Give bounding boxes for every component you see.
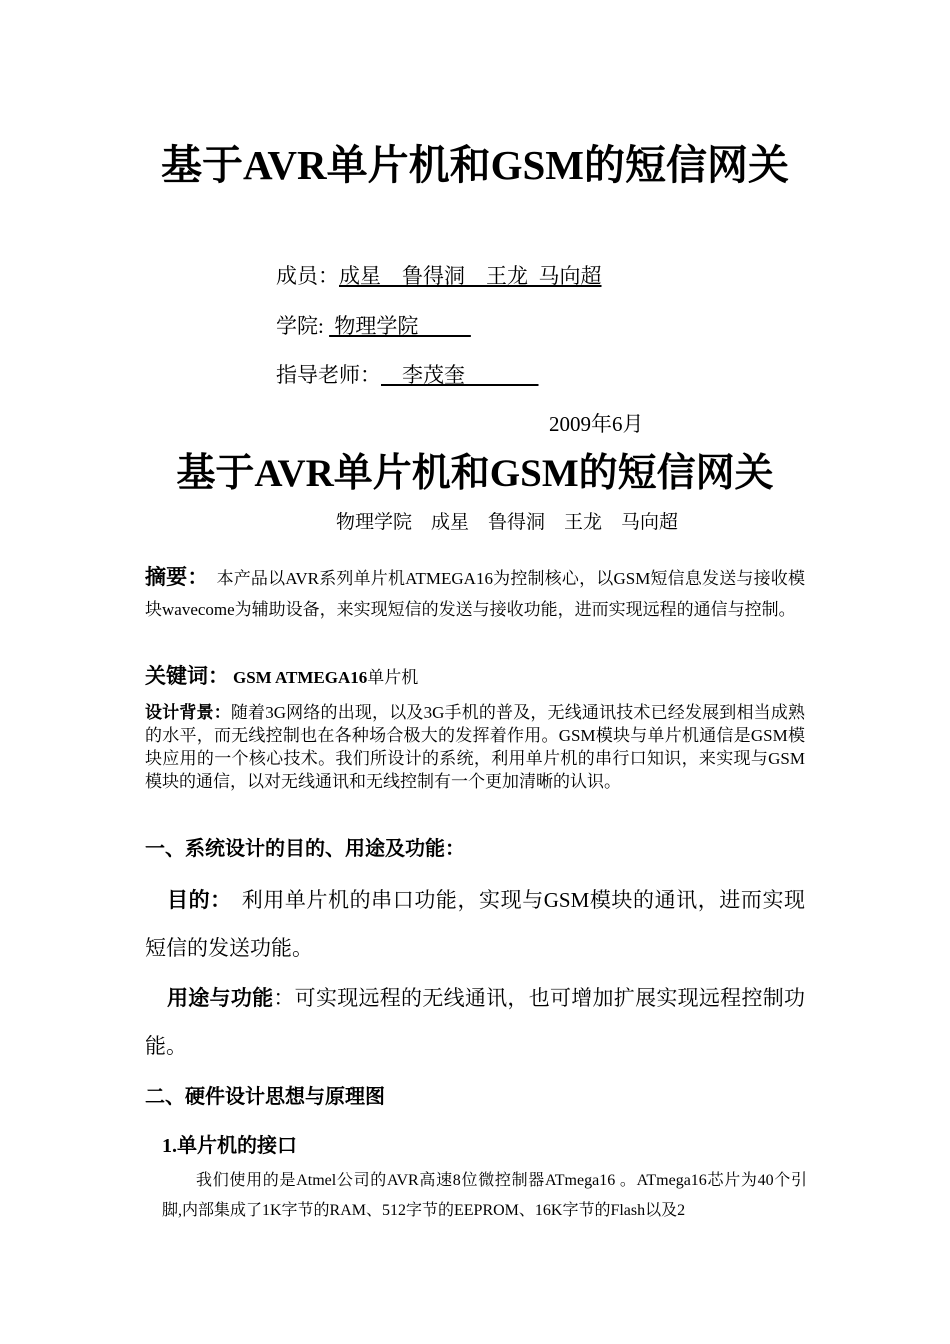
subsection-1-heading: 1.单片机的接口: [162, 1135, 297, 1157]
college-label: 学院:: [276, 314, 330, 338]
section-2-heading: 二、硬件设计思想与原理图: [145, 1086, 385, 1108]
purpose-text: 利用单片机的串口功能，实现与GSM模块的通讯，进而实现短信的发送功能。: [145, 888, 806, 960]
background-text: 随着3G网络的出现，以及3G手机的普及，无线通讯技术已经发展到相当成熟的水平，而无线控制也在各种场合极大的发挥着作用。GSM模块与单片机通信是GSM模块应用的一个核心技术。我们所设计的系统，利用单片机的串行口知识，来实现与GSM模块的通信，以对无线通讯和无线控制有一个更加清晰的认识。: [145, 703, 805, 791]
advisor-row: [276, 361, 539, 389]
design-background: [145, 701, 805, 793]
paper-title: 基于AVR单片机和GSM的短信网关: [176, 452, 774, 495]
cover-date: 2009年6月: [549, 412, 644, 436]
subsection-1-text: 我们使用的是Atmel公司的AVR高速8位微控制器ATmega16 。ATmega16芯片为40个引脚,内部集成了1K字节的RAM、512字节的EEPROM、16K字节的Flash以及2: [162, 1172, 807, 1219]
purpose-paragraph: [145, 876, 805, 972]
abstract-text: 本产品以AVR系列单片机ATMEGA16为控制核心，以GSM短信息发送与接收模块wavecome为辅助设备，来实现短信的发送与接收功能，进而实现远程的通信与控制。: [145, 569, 805, 619]
usage-text: ：可实现远程的无线通讯，也可增加扩展实现远程控制功能。: [145, 986, 806, 1058]
members-value: 成星 鲁得洞 王龙 马向超: [339, 264, 602, 288]
section-1-heading: 一、系统设计的目的、用途及功能：: [145, 838, 465, 860]
members-label: 成员：: [276, 264, 339, 288]
usage-paragraph: [145, 974, 805, 1070]
advisor-value: 李茂奎: [381, 363, 539, 387]
usage-label: 用途与功能: [167, 986, 274, 1010]
keywords-rest: 单片机: [367, 668, 419, 687]
background-label: 设计背景：: [145, 703, 231, 722]
keywords: [145, 662, 805, 692]
paper-authors: 物理学院 成星 鲁得洞 王龙 马向超: [336, 512, 679, 533]
abstract-label: 摘要：: [145, 565, 209, 589]
college-row: [276, 312, 471, 340]
keywords-bold: GSM ATMEGA16: [233, 668, 368, 687]
purpose-label: 目的：: [167, 888, 232, 912]
advisor-label: 指导老师：: [276, 363, 381, 387]
cover-title: 基于AVR单片机和GSM的短信网关: [161, 142, 789, 188]
keywords-label: 关键词：: [145, 664, 229, 688]
members-row: [276, 262, 602, 290]
college-value: 物理学院: [329, 314, 471, 338]
abstract: [145, 562, 805, 625]
